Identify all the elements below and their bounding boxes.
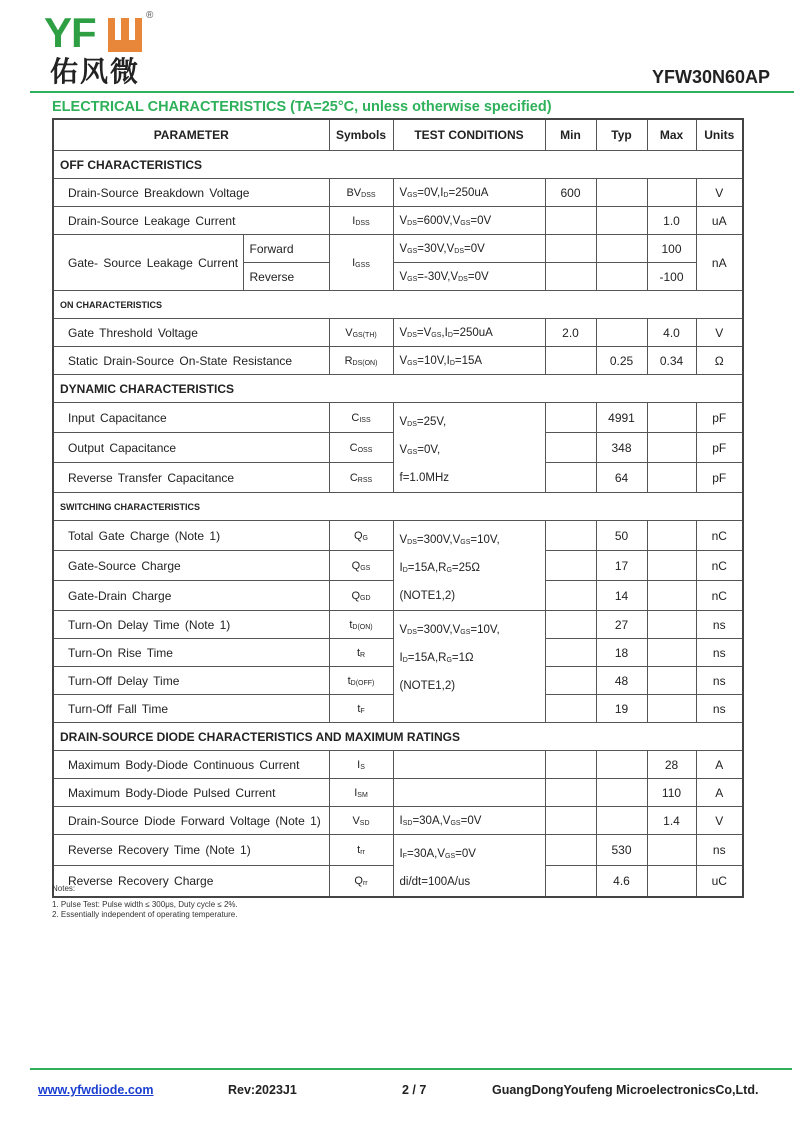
units-cell: nC xyxy=(696,551,743,581)
test-conditions-cell: $V_{GS}=10V,I_D=15A$ xyxy=(393,347,545,375)
category-row-off xyxy=(53,151,743,179)
max-cell xyxy=(647,639,696,667)
units-cell: pF xyxy=(696,403,743,433)
min-cell xyxy=(545,835,596,866)
symbol-cell: $R_{DS(ON)}$ xyxy=(329,347,393,375)
symbol-cell: $t_R$ xyxy=(329,639,393,667)
units-cell: nA xyxy=(696,235,743,291)
units-cell: uC xyxy=(696,865,743,897)
units-cell: V xyxy=(696,807,743,835)
col-header-units: Units xyxy=(696,119,743,151)
typ-cell: 0.25 xyxy=(596,347,647,375)
test-condition-line: f=1.0MHz xyxy=(399,472,450,484)
typ-cell: 50 xyxy=(596,521,647,551)
test-conditions-cell xyxy=(393,611,545,723)
test-conditions-cell xyxy=(393,835,545,898)
category-row-switching xyxy=(53,493,743,521)
max-cell xyxy=(647,433,696,463)
units-cell: uA xyxy=(696,207,743,235)
parameter-cell: Turn-Off Fall Time xyxy=(53,695,329,723)
test-condition-line: $V_{DS}=300V,V_{GS}=10V$, xyxy=(399,624,500,636)
units-cell: V xyxy=(696,319,743,347)
typ-cell: 19 xyxy=(596,695,647,723)
max-cell xyxy=(647,403,696,433)
parameter-cell: Gate- Source Leakage Current xyxy=(53,235,243,291)
typ-cell: 17 xyxy=(596,551,647,581)
parameter-cell: Gate-Source Charge xyxy=(53,551,329,581)
note-item: 2. Essentially independent of operating temperature. xyxy=(52,910,238,919)
max-cell: 4.0 xyxy=(647,319,696,347)
symbol-cell: $Q_{rr}$ xyxy=(329,865,393,897)
units-cell: ns xyxy=(696,835,743,866)
min-cell xyxy=(545,865,596,897)
min-cell xyxy=(545,639,596,667)
typ-cell xyxy=(596,751,647,779)
parameter-cell: Static Drain-Source On-State Resistance xyxy=(53,347,329,375)
typ-cell: 4991 xyxy=(596,403,647,433)
revision: Rev:2023J1 xyxy=(228,1083,297,1097)
max-cell xyxy=(647,463,696,493)
category-title: DRAIN-SOURCE DIODE CHARACTERISTICS AND MAXIMUM RATINGS xyxy=(53,723,743,751)
parameter-cell: Input Capacitance xyxy=(53,403,329,433)
test-condition-line: di/dt=100A/us xyxy=(399,876,471,888)
table-row xyxy=(53,207,743,235)
symbol-cell: $t_{D(OFF)}$ xyxy=(329,667,393,695)
symbol-cell: $Q_{GS}$ xyxy=(329,551,393,581)
typ-cell xyxy=(596,235,647,263)
parameter-cell: Turn-On Rise Time xyxy=(53,639,329,667)
min-cell xyxy=(545,611,596,639)
max-cell: 0.34 xyxy=(647,347,696,375)
max-cell xyxy=(647,551,696,581)
typ-cell xyxy=(596,179,647,207)
footer-divider xyxy=(30,1068,792,1070)
table-row xyxy=(53,611,743,639)
symbol-cell: $V_{GS(TH)}$ xyxy=(329,319,393,347)
parameter-cell: Reverse Recovery Charge xyxy=(53,865,329,897)
test-conditions-cell: $I_{SD}=30A,V_{GS}=0V$ xyxy=(393,807,545,835)
typ-cell xyxy=(596,807,647,835)
symbol-cell: $I_{SM}$ xyxy=(329,779,393,807)
symbol-cell: $C_{ISS}$ xyxy=(329,403,393,433)
test-conditions-cell: $V_{DS}=600V,V_{GS}=0V$ xyxy=(393,207,545,235)
table-row xyxy=(53,347,743,375)
test-conditions-cell: $V_{GS}=0V,I_D=250uA$ xyxy=(393,179,545,207)
website-link[interactable]: www.yfwdiode.com xyxy=(38,1083,154,1097)
category-row-on xyxy=(53,291,743,319)
col-header-symbols: Symbols xyxy=(329,119,393,151)
parameter-cell: Maximum Body-Diode Pulsed Current xyxy=(53,779,329,807)
typ-cell: 64 xyxy=(596,463,647,493)
test-conditions-cell xyxy=(393,521,545,611)
min-cell xyxy=(545,347,596,375)
table-row xyxy=(53,179,743,207)
min-cell: 2.0 xyxy=(545,319,596,347)
max-cell xyxy=(647,865,696,897)
symbol-cell: $C_{RSS}$ xyxy=(329,463,393,493)
parameter-cell: Reverse Transfer Capacitance xyxy=(53,463,329,493)
category-row-diode xyxy=(53,723,743,751)
typ-cell xyxy=(596,263,647,291)
sub-parameter-reverse: Reverse xyxy=(243,263,329,291)
typ-cell: 48 xyxy=(596,667,647,695)
min-cell xyxy=(545,403,596,433)
category-title: SWITCHING CHARACTERISTICS xyxy=(53,493,743,521)
parameter-cell: Drain-Source Breakdown Voltage xyxy=(53,179,329,207)
symbol-cell: $t_{D(ON)}$ xyxy=(329,611,393,639)
min-cell xyxy=(545,581,596,611)
test-conditions-cell xyxy=(393,779,545,807)
max-cell: 100 xyxy=(647,235,696,263)
min-cell xyxy=(545,667,596,695)
table-row xyxy=(53,807,743,835)
typ-cell xyxy=(596,207,647,235)
table-header-row xyxy=(53,119,743,151)
page-number: 2 / 7 xyxy=(402,1083,427,1097)
typ-cell: 14 xyxy=(596,581,647,611)
min-cell xyxy=(545,235,596,263)
sub-parameter-forward: Forward xyxy=(243,235,329,263)
min-cell xyxy=(545,463,596,493)
symbol-cell: $I_{GSS}$ xyxy=(329,235,393,291)
symbol-cell: $BV_{DSS}$ xyxy=(329,179,393,207)
parameter-cell: Drain-Source Diode Forward Voltage (Note 1) xyxy=(53,807,329,835)
test-conditions-cell xyxy=(393,403,545,493)
test-condition-line: $V_{GS}=0V$, xyxy=(399,444,441,456)
units-cell: A xyxy=(696,779,743,807)
symbol-cell: $Q_{GD}$ xyxy=(329,581,393,611)
parameter-cell: Total Gate Charge (Note 1) xyxy=(53,521,329,551)
units-cell: pF xyxy=(696,433,743,463)
part-number: YFW30N60AP xyxy=(651,67,770,87)
parameter-cell: Turn-Off Delay Time xyxy=(53,667,329,695)
table-row xyxy=(53,403,743,433)
max-cell: 28 xyxy=(647,751,696,779)
max-cell xyxy=(647,179,696,207)
parameter-cell: Output Capacitance xyxy=(53,433,329,463)
units-cell: ns xyxy=(696,639,743,667)
test-conditions-cell: $V_{DS}=V_{GS},I_D=250uA$ xyxy=(393,319,545,347)
units-cell: A xyxy=(696,751,743,779)
category-title: DYNAMIC CHARACTERISTICS xyxy=(53,375,743,403)
max-cell xyxy=(647,581,696,611)
symbol-cell: $t_{rr}$ xyxy=(329,835,393,866)
typ-cell: 27 xyxy=(596,611,647,639)
table-row xyxy=(53,319,743,347)
min-cell xyxy=(545,695,596,723)
test-condition-line: $I_F=30A,V_{GS}=0V$ xyxy=(399,848,476,860)
test-condition-line: $I_D=15A,R_G=25\Omega$ xyxy=(399,562,481,574)
category-row-dynamic xyxy=(53,375,743,403)
symbol-cell: $C_{OSS}$ xyxy=(329,433,393,463)
table-row xyxy=(53,751,743,779)
units-cell: ns xyxy=(696,695,743,723)
parameter-cell: Turn-On Delay Time (Note 1) xyxy=(53,611,329,639)
min-cell xyxy=(545,751,596,779)
section-title: ELECTRICAL CHARACTERISTICS (TA=25°C, unless otherwise specified) xyxy=(52,99,552,115)
typ-cell xyxy=(596,779,647,807)
symbol-cell: $I_S$ xyxy=(329,751,393,779)
units-cell: V xyxy=(696,179,743,207)
logo-w-mark xyxy=(108,18,142,52)
min-cell xyxy=(545,807,596,835)
test-conditions-cell: $V_{GS}=-30V,V_{DS}=0V$ xyxy=(393,263,545,291)
units-cell: nC xyxy=(696,521,743,551)
notes xyxy=(52,884,238,920)
max-cell: 1.4 xyxy=(647,807,696,835)
test-condition-line: $I_D=15A,R_G=1\Omega$ xyxy=(399,652,474,664)
col-header-min: Min xyxy=(545,119,596,151)
max-cell: -100 xyxy=(647,263,696,291)
units-cell: pF xyxy=(696,463,743,493)
table-row xyxy=(53,521,743,551)
logo-latin-text: YF xyxy=(44,9,96,56)
typ-cell: 18 xyxy=(596,639,647,667)
col-header-typ: Typ xyxy=(596,119,647,151)
min-cell: 600 xyxy=(545,179,596,207)
test-conditions-cell xyxy=(393,751,545,779)
symbol-cell: $t_F$ xyxy=(329,695,393,723)
parameter-cell: Maximum Body-Diode Continuous Current xyxy=(53,751,329,779)
parameter-cell: Reverse Recovery Time (Note 1) xyxy=(53,835,329,866)
units-cell: ns xyxy=(696,667,743,695)
max-cell xyxy=(647,611,696,639)
max-cell xyxy=(647,835,696,866)
typ-cell: 4.6 xyxy=(596,865,647,897)
col-header-max: Max xyxy=(647,119,696,151)
registered-mark: ® xyxy=(146,10,154,21)
company-name: GuangDongYoufeng MicroelectronicsCo,Ltd. xyxy=(492,1083,759,1097)
typ-cell: 348 xyxy=(596,433,647,463)
min-cell xyxy=(545,521,596,551)
parameter-cell: Gate-Drain Charge xyxy=(53,581,329,611)
units-cell: nC xyxy=(696,581,743,611)
category-title: OFF CHARACTERISTICS xyxy=(53,151,743,179)
test-condition-line: $V_{DS}=300V,V_{GS}=10V$, xyxy=(399,534,500,546)
table-row xyxy=(53,835,743,866)
test-condition-line: $V_{DS}=25V$, xyxy=(399,416,447,428)
notes-title: Notes: xyxy=(52,884,76,893)
test-conditions-cell: $V_{GS}=30V,V_{DS}=0V$ xyxy=(393,235,545,263)
col-header-parameter: PARAMETER xyxy=(53,119,329,151)
max-cell: 1.0 xyxy=(647,207,696,235)
min-cell xyxy=(545,207,596,235)
col-header-test-conditions: TEST CONDITIONS xyxy=(393,119,545,151)
symbol-cell: $V_{SD}$ xyxy=(329,807,393,835)
test-condition-line: (NOTE1,2) xyxy=(399,590,456,602)
typ-cell: 530 xyxy=(596,835,647,866)
min-cell xyxy=(545,779,596,807)
min-cell xyxy=(545,433,596,463)
company-logo xyxy=(44,10,164,90)
max-cell xyxy=(647,695,696,723)
category-title: ON CHARACTERISTICS xyxy=(53,291,743,319)
test-condition-line: (NOTE1,2) xyxy=(399,680,456,692)
symbol-cell: $Q_G$ xyxy=(329,521,393,551)
logo-chinese-text: 佑风微 xyxy=(50,55,141,88)
min-cell xyxy=(545,551,596,581)
max-cell: 110 xyxy=(647,779,696,807)
max-cell xyxy=(647,667,696,695)
note-item: 1. Pulse Test: Pulse width ≤ 300μs, Duty cycle ≤ 2%. xyxy=(52,900,238,909)
symbol-cell: $I_{DSS}$ xyxy=(329,207,393,235)
parameter-cell: Gate Threshold Voltage xyxy=(53,319,329,347)
parameter-cell: Drain-Source Leakage Current xyxy=(53,207,329,235)
electrical-characteristics-table xyxy=(52,118,744,898)
typ-cell xyxy=(596,319,647,347)
min-cell xyxy=(545,263,596,291)
max-cell xyxy=(647,521,696,551)
units-cell: ns xyxy=(696,611,743,639)
header-divider xyxy=(30,91,794,93)
table-row xyxy=(53,779,743,807)
units-cell: Ω xyxy=(696,347,743,375)
table-row-igss-forward xyxy=(53,235,743,263)
